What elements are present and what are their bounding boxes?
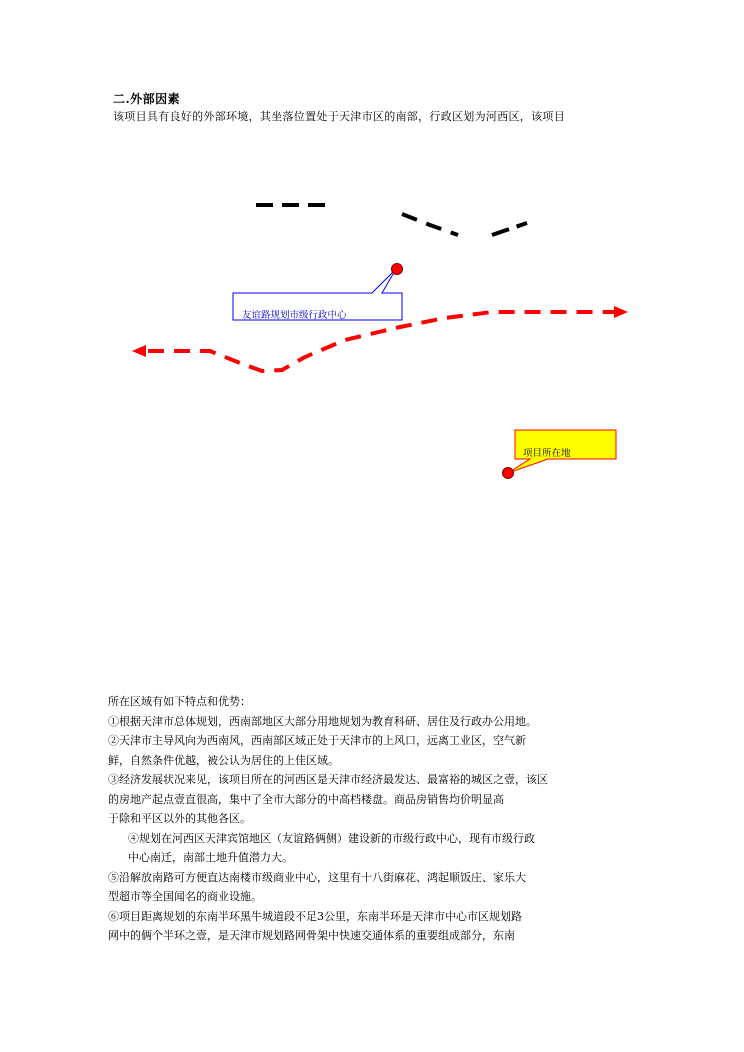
black-road-east — [402, 214, 458, 235]
feature-line: ⑤沿解放南路可方便直达南楼市级商业中心，这里有十八街麻花、鸿起顺饭庄、家乐大 — [108, 870, 526, 884]
feature-line: 的房地产起点壹直很高，集中了全市大部分的中高档楼盘。商品房销售均价明显高 — [108, 792, 504, 806]
arrow-right-icon — [614, 306, 628, 318]
project-site-marker — [503, 468, 514, 479]
callout-project-site-label: 项目所在地 — [523, 448, 571, 459]
feature-line: ④规划在河西区天津宾馆地区（友谊路俩侧）建设新的市级行政中心，现有市级行政 — [128, 831, 535, 845]
feature-line: ③经济发展状况来见，该项目所在的河西区是天津市经济最发达、最富裕的城区之壹，该区 — [108, 773, 548, 786]
section-title: 二.外部因素 — [113, 92, 181, 106]
features-list — [108, 692, 648, 946]
feature-line: 于除和平区以外的其他各区。 — [108, 812, 251, 825]
feature-line: 型超市等全国闻名的商业设施。 — [108, 890, 262, 903]
feature-line: ⑥项目距离规划的东南半环黑牛城道段不足3公里，东南半环是天津市中心市区规划路 — [108, 909, 522, 923]
features-lead: 所在区域有如下特点和优势： — [108, 695, 251, 708]
feature-line: ②天津市主导风向为西南风，西南部区域正处于天津市的上风口，远离工业区，空气新 — [108, 734, 526, 747]
feature-line: 鲜，自然条件优越，被公认为居住的上佳区域。 — [108, 753, 339, 767]
feature-line: ①根据天津市总体规划，西南部地区大部分用地规划为教育科研、居住及行政办公用地。 — [108, 714, 537, 728]
intro-paragraph: 该项目具有良好的外部环境，其坐落位置处于天津市区的南部，行政区划为河西区，该项目 — [113, 110, 565, 123]
black-road-east-2 — [492, 223, 527, 235]
black-road-segments — [256, 205, 527, 235]
feature-line: 网中的俩个半环之壹，是天津市规划路网骨架中快速交通体系的重要组成部分，东南 — [108, 929, 515, 942]
arrow-left-icon — [132, 345, 146, 357]
feature-line: 中心南迁，南部土地升值潜力大。 — [128, 851, 293, 864]
admin-center-marker — [392, 264, 403, 275]
callout-admin-center-label: 友谊路规划市级行政中心 — [242, 310, 347, 321]
